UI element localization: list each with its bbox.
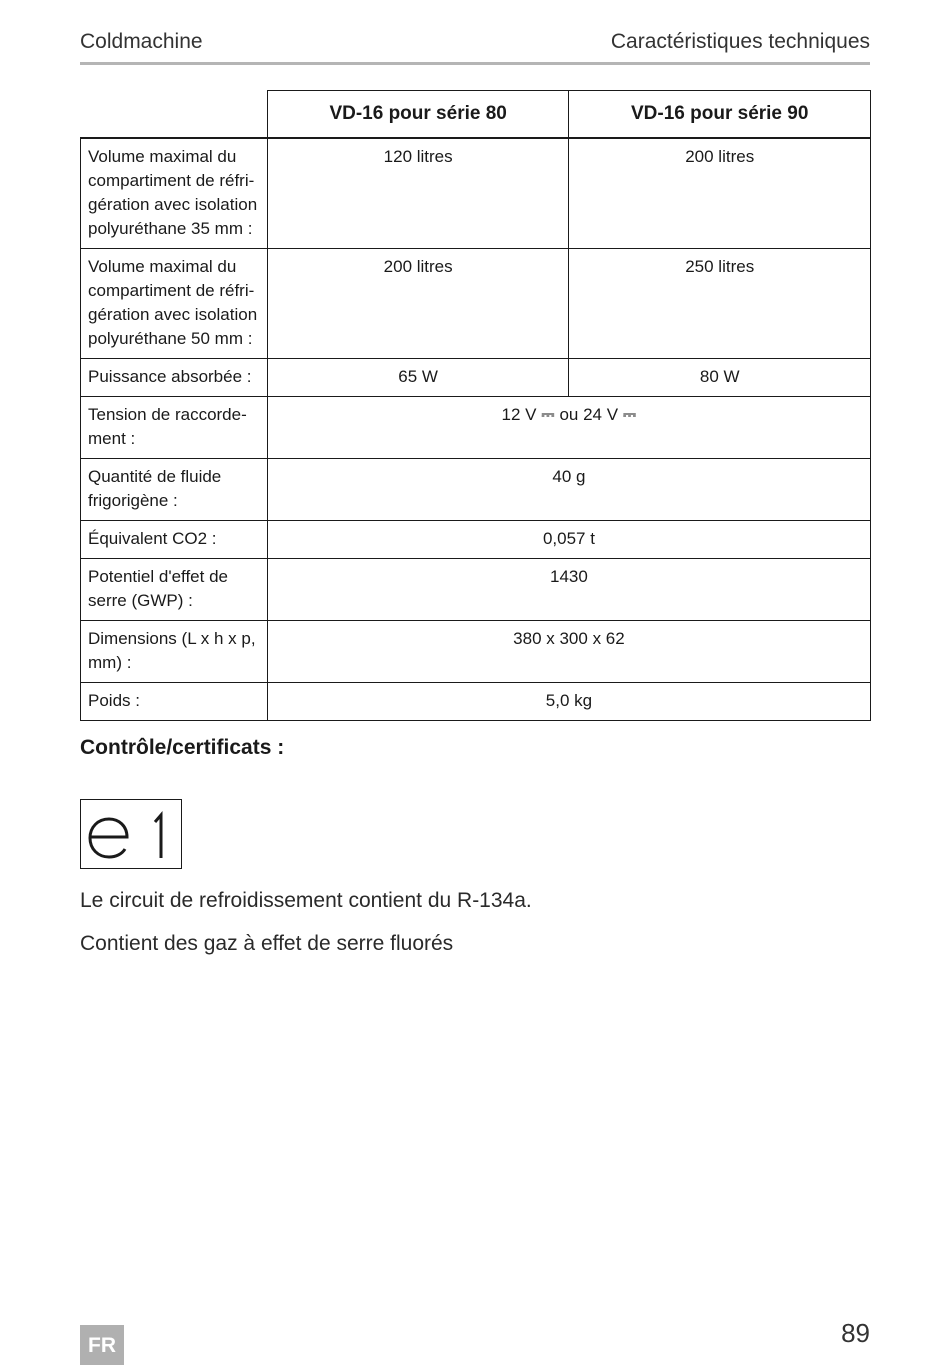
table-header-empty — [81, 91, 268, 139]
row-value-serie-90: 250 litres — [569, 249, 871, 359]
table-header-row — [81, 91, 871, 139]
row-label: Puissance absorbée : — [81, 359, 268, 397]
row-value-serie-90: 80 W — [569, 359, 871, 397]
table-header-serie-80: VD-16 pour série 80 — [267, 91, 569, 139]
row-value-serie-80: 200 litres — [267, 249, 569, 359]
table-row — [81, 683, 871, 721]
row-label: Tension de raccorde-ment : — [81, 397, 268, 459]
row-value-shared: 380 x 300 x 62 — [267, 621, 870, 683]
header-product-name: Coldmachine — [80, 30, 203, 53]
language-badge: FR — [80, 1325, 124, 1365]
page-header — [80, 28, 870, 65]
row-label: Dimensions (L x h x p, mm) : — [81, 621, 268, 683]
refrigerant-note: Le circuit de refroidissement contient du R-134a. — [80, 889, 532, 912]
row-value-shared: 40 g — [267, 459, 870, 521]
table-header-serie-90: VD-16 pour série 90 — [569, 91, 871, 139]
table-row — [81, 359, 871, 397]
row-label: Volume maximal du compartiment de réfri-gération avec isolation polyuréthane 35 mm : — [81, 138, 268, 249]
e1-mark-graphic — [81, 800, 181, 868]
table-row — [81, 138, 871, 249]
spec-table — [80, 90, 871, 721]
row-label: Volume maximal du compartiment de réfri-gération avec isolation polyuréthane 50 mm : — [81, 249, 268, 359]
header-section-title: Caractéristiques techniques — [610, 30, 870, 53]
row-value-shared: 1430 — [267, 559, 870, 621]
fluorinated-gas-note: Contient des gaz à effet de serre fluorés — [80, 932, 454, 955]
row-label: Poids : — [81, 683, 268, 721]
table-row — [81, 559, 871, 621]
table-row — [81, 397, 871, 459]
row-value-serie-80: 65 W — [267, 359, 569, 397]
row-label: Potentiel d'effet de serre (GWP) : — [81, 559, 268, 621]
row-label: Équivalent CO2 : — [81, 521, 268, 559]
page-number: 89 — [841, 1318, 870, 1348]
row-value-serie-80: 120 litres — [267, 138, 569, 249]
row-value-serie-90: 200 litres — [569, 138, 871, 249]
table-row — [81, 521, 871, 559]
e1-certification-mark-icon — [80, 799, 182, 869]
row-value-shared: 12 V ⎓ ou 24 V ⎓ — [267, 397, 870, 459]
table-row — [81, 459, 871, 521]
row-label: Quantité de fluide frigorigène : — [81, 459, 268, 521]
certificates-title: Contrôle/certificats : — [80, 736, 285, 759]
row-value-shared: 0,057 t — [267, 521, 870, 559]
table-row — [81, 249, 871, 359]
row-value-shared: 5,0 kg — [267, 683, 870, 721]
table-row — [81, 621, 871, 683]
